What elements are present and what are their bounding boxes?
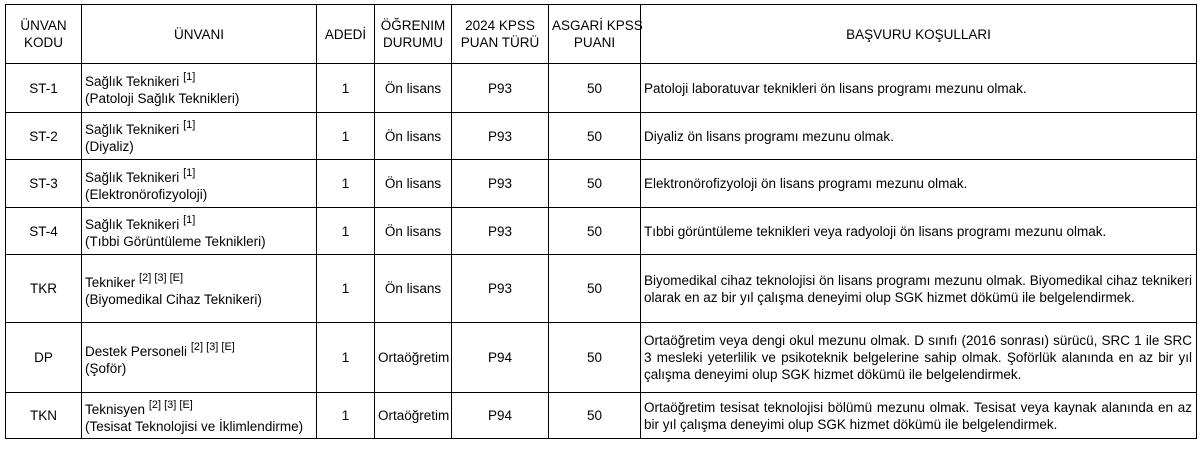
row-min-score: 50 [549, 255, 641, 323]
row-code: ST-2 [6, 113, 82, 160]
table-row [6, 323, 1197, 393]
row-code: ST-1 [6, 64, 82, 113]
title-text: Teknisyen [85, 401, 146, 417]
row-title [82, 393, 317, 439]
title-text: Sağlık Teknikeri [85, 74, 180, 89]
row-title [82, 64, 317, 113]
row-conditions: Diyaliz ön lisans programı mezunu olmak. [641, 113, 1197, 160]
row-education: Ön lisans [375, 160, 452, 208]
title-subtitle: (Biyomedikal Cihaz Teknikeri) [85, 291, 262, 307]
row-score-type: P93 [452, 255, 549, 323]
row-min-score: 50 [549, 160, 641, 208]
row-title [82, 113, 317, 160]
row-count: 1 [317, 160, 375, 208]
row-education: Ortaöğretim [375, 393, 452, 439]
row-code: DP [6, 323, 82, 393]
header-count: ADEDİ [317, 5, 375, 64]
title-subtitle: (Tıbbi Görüntüleme Teknikleri) [85, 234, 266, 249]
title-notes: [2] [3] [E] [139, 271, 184, 284]
table-row [6, 208, 1197, 255]
title-notes: [1] [183, 166, 196, 179]
title-notes: [1] [183, 119, 196, 131]
title-subtitle: (Şoför) [85, 360, 127, 376]
title-text: Sağlık Teknikeri [85, 122, 180, 137]
table-row [6, 113, 1197, 160]
title-text: Tekniker [85, 274, 136, 290]
row-conditions: Patoloji laboratuvar teknikleri ön lisans programı mezunu olmak. [641, 64, 1197, 113]
row-score-type: P94 [452, 323, 549, 393]
row-title [82, 323, 317, 393]
title-text: Sağlık Teknikeri [85, 217, 180, 232]
row-count: 1 [317, 255, 375, 323]
title-notes: [2] [3] [E] [190, 340, 235, 353]
header-title: ÜNVANI [82, 5, 317, 64]
header-row [6, 5, 1197, 64]
row-count: 1 [317, 113, 375, 160]
row-score-type: P93 [452, 64, 549, 113]
row-count: 1 [317, 208, 375, 255]
table-row [6, 255, 1197, 323]
row-score-type: P93 [452, 113, 549, 160]
row-min-score: 50 [549, 64, 641, 113]
row-title [82, 255, 317, 323]
title-subtitle: (Elektronörofizyoloji) [85, 186, 208, 202]
row-education: Ön lisans [375, 255, 452, 323]
title-subtitle: (Patoloji Sağlık Teknikleri) [85, 91, 240, 106]
table-row [6, 393, 1197, 439]
row-education: Ortaöğretim [375, 323, 452, 393]
row-code: TKR [6, 255, 82, 323]
table-row [6, 64, 1197, 113]
row-title [82, 208, 317, 255]
row-count: 1 [317, 393, 375, 439]
row-count: 1 [317, 64, 375, 113]
title-notes: [1] [183, 71, 196, 83]
row-education: Ön lisans [375, 208, 452, 255]
row-score-type: P93 [452, 160, 549, 208]
header-min-score: ASGARİ KPSS PUANI [549, 5, 641, 64]
row-min-score: 50 [549, 323, 641, 393]
row-education: Ön lisans [375, 113, 452, 160]
header-conditions: BAŞVURU KOŞULLARI [641, 5, 1197, 64]
row-conditions: Biyomedikal cihaz teknolojisi ön lisans programı mezunu olmak. Biyomedikal cihaz teknikeri olarak en az bir yıl çalışma deneyimi olup SGK hizmet dökümü ile belgelendirmek. [641, 255, 1197, 323]
header-code: ÜNVAN KODU [6, 5, 82, 64]
header-score-type: 2024 KPSS PUAN TÜRÜ [452, 5, 549, 64]
positions-table [5, 4, 1197, 439]
title-subtitle: (Diyaliz) [85, 139, 134, 154]
title-notes: [1] [183, 214, 196, 226]
row-score-type: P93 [452, 208, 549, 255]
title-subtitle: (Tesisat Teknolojisi ve İklimlendirme) [85, 418, 304, 434]
title-notes: [2] [3] [E] [148, 398, 193, 411]
row-min-score: 50 [549, 113, 641, 160]
row-min-score: 50 [549, 393, 641, 439]
row-score-type: P94 [452, 393, 549, 439]
title-text: Destek Personeli [85, 343, 188, 359]
table-row [6, 160, 1197, 208]
row-conditions: Tıbbi görüntüleme teknikleri veya radyoloji ön lisans programı mezunu olmak. [641, 208, 1197, 255]
row-title [82, 160, 317, 208]
row-conditions: Ortaöğretim tesisat teknolojisi bölümü mezunu olmak. Tesisat veya kaynak alanında en az bir yıl çalışma deneyimi olup SGK hizmet dökümü ile belgelendirmek. [641, 393, 1197, 439]
header-education: ÖĞRENIM DURUMU [375, 5, 452, 64]
row-min-score: 50 [549, 208, 641, 255]
row-education: Ön lisans [375, 64, 452, 113]
title-text: Sağlık Teknikeri [85, 169, 180, 185]
row-conditions: Ortaöğretim veya dengi okul mezunu olmak. D sınıfı (2016 sonrası) sürücü, SRC 1 ile SRC 3 mesleki yeterlilik ve psikoteknik belgelerine sahip olmak. Şoförlük alanında en az bir yıl çalışma deneyimi olup SGK hizmet dökümü ile belgelendirmek. [641, 323, 1197, 393]
row-count: 1 [317, 323, 375, 393]
row-code: TKN [6, 393, 82, 439]
row-code: ST-3 [6, 160, 82, 208]
row-code: ST-4 [6, 208, 82, 255]
row-conditions: Elektronörofizyoloji ön lisans programı mezunu olmak. [641, 160, 1197, 208]
